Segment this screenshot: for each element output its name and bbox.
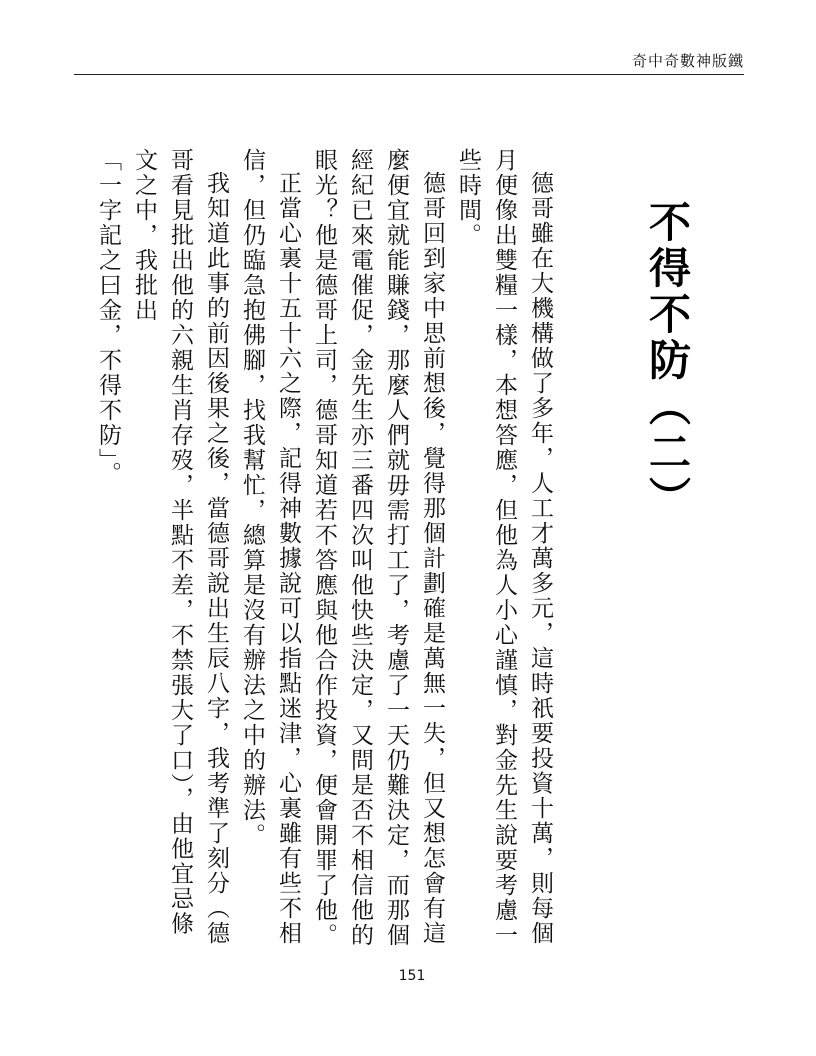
paragraph-2: 德哥回到家中思前想後，覺得那個計劃確是萬無一失，但又想怎會有這麼便宜就能賺錢，那麼人們就毋需打工了，考慮了一天仍難決定，而那個經紀已來電催促，金先生亦三番四次叫他快些決定，又問是否不相信他的眼光？他是德哥上司，德哥知道若不答應與他合作投資，便會開罪了他。	[311, 148, 445, 948]
paragraph-5: 「一字記之曰金，不得不防」。	[95, 148, 121, 487]
page-number: 151	[398, 968, 426, 984]
paragraph-1: 德哥雖在大機構做了多年，人工才萬多元，這時祇要投資十萬，則每個月便像出雙糧一樣，本想答應，但他為人小心謹慎，對金先生說要考慮一些時間。	[455, 148, 553, 948]
header-divider	[74, 74, 744, 75]
paragraph-4: 我知道此事的前因後果之後，當德哥說出生辰八字，我考準了刻分（德哥看見批出他的六親生肖存歿，半點不差，不禁張大了口），由他宜忌條文之中，我批出	[131, 148, 229, 946]
body-text	[95, 148, 558, 948]
chapter-title: 不得不防（二）	[643, 200, 692, 522]
paragraph-3: 正當心裏十五十六之際，記得神數據說可以指點迷津，心裏雖有些不相信，但仍臨急抱佛腳，找我幫忙，總算是沒有辦法之中的辦法。	[239, 148, 301, 946]
running-header-title: 奇中奇數神版鐵	[631, 52, 744, 70]
